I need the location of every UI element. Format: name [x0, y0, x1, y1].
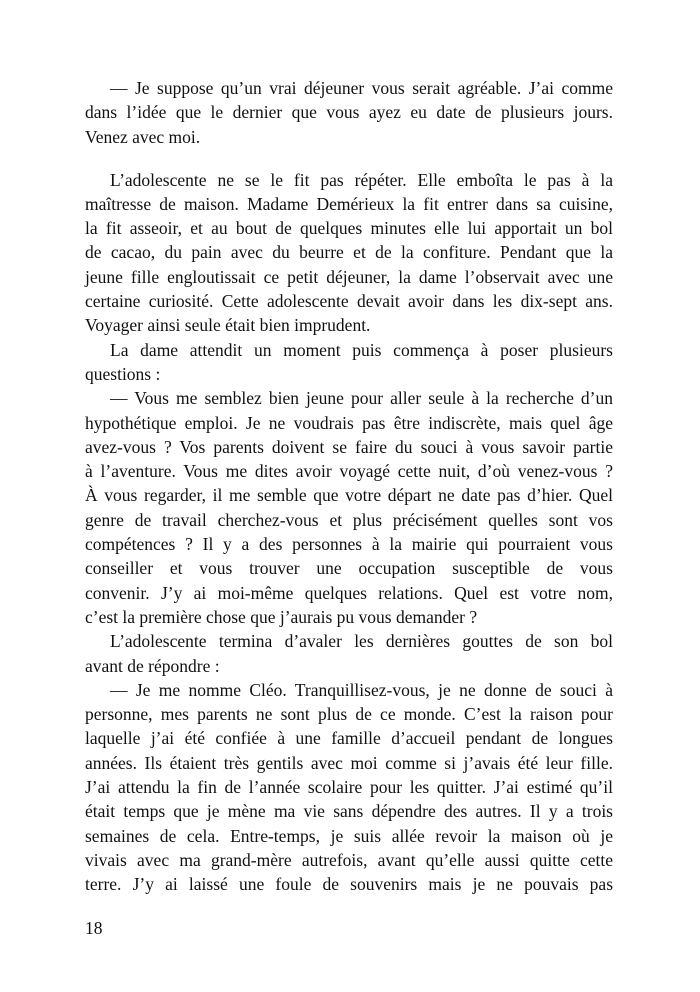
text-line: la fit asseoir, et au bout de quelques minutes elle lui apportait un bol: [85, 218, 613, 239]
text-line: convenir. J’y ai moi-même quelques relations. Quel est votre nom,: [85, 582, 613, 603]
text-line: années. Ils étaient très gentils avec moi comme si j’avais été leur fille.: [85, 752, 613, 773]
text-line: J’ai attendu la fin de l’année scolaire pour les quitter. J’ai estimé qu’il: [85, 777, 613, 797]
text-line: — Je me nomme Cléo. Tranquillisez-vous, je ne donne de souci à: [110, 679, 613, 700]
text-line: avez-vous ? Vos parents doivent se faire du souci à vous savoir partie: [85, 436, 613, 457]
text-line: La dame attendit un moment puis commença à poser plusieurs: [110, 339, 613, 360]
text-line: était temps que je mène ma vie sans dépendre des autres. Il y a trois: [85, 801, 613, 822]
text-line: jeune fille engloutissait ce petit déjeuner, la dame l’observait avec une: [85, 266, 613, 287]
text-line: de cacao, du pain avec du beurre et de la confiture. Pendant que la: [85, 242, 613, 263]
page-body-text: [85, 76, 613, 896]
text-line: À vous regarder, il me semble que votre départ ne date pas d’hier. Quel: [85, 485, 613, 506]
text-line: — Vous me semblez bien jeune pour aller seule à la recherche d’un: [110, 388, 613, 409]
text-line: — Je suppose qu’un vrai déjeuner vous serait agréable. J’ai comme: [110, 78, 613, 98]
text-line: hypothétique emploi. Je ne voudrais pas être indiscrète, mais quel âge: [85, 412, 613, 433]
text-line: conseiller et vous trouver une occupation susceptible de vous: [85, 558, 613, 579]
text-line: à l’aventure. Vous me dites avoir voyagé cette nuit, d’où venez-vous ?: [85, 461, 613, 482]
text-line: avant de répondre :: [85, 655, 220, 676]
text-line: c’est la première chose que j’aurais pu vous demander ?: [85, 606, 478, 627]
text-line: semaines de cela. Entre-temps, je suis allée revoir la maison où je: [85, 825, 613, 846]
text-line: genre de travail cherchez-vous et plus précisément quelles sont vos: [85, 509, 613, 530]
text-line: compétences ? Il y a des personnes à la mairie qui pourraient vous: [85, 534, 613, 555]
paragraph-gap: [85, 149, 613, 168]
text-line: maîtresse de maison. Madame Demérieux la fit entrer dans sa cuisine,: [85, 193, 613, 214]
text-line: laquelle j’ai été confiée à une famille d’accueil pendant de longues: [85, 728, 613, 749]
text-line: L’adolescente termina d’avaler les dernières gouttes de son bol: [110, 631, 613, 652]
text-line: terre. J’y ai laissé une foule de souvenirs mais je ne pouvais pas: [85, 874, 613, 895]
text-line: Voyager ainsi seule était bien imprudent.: [85, 315, 371, 336]
text-line: personne, mes parents ne sont plus de ce monde. C’est la raison pour: [85, 704, 613, 725]
page-number: 18: [85, 918, 103, 938]
text-line: Venez avec moi.: [85, 126, 201, 147]
text-line: questions :: [85, 363, 161, 384]
text-line: dans l’idée que le dernier que vous ayez eu date de plusieurs jours.: [85, 102, 613, 123]
text-line: L’adolescente ne se le fit pas répéter. Elle emboîta le pas à la: [110, 169, 613, 190]
text-line: certaine curiosité. Cette adolescente devait avoir dans les dix-sept ans.: [85, 291, 613, 312]
text-line: vivais avec ma grand-mère autrefois, avant qu’elle aussi quitte cette: [85, 849, 613, 870]
